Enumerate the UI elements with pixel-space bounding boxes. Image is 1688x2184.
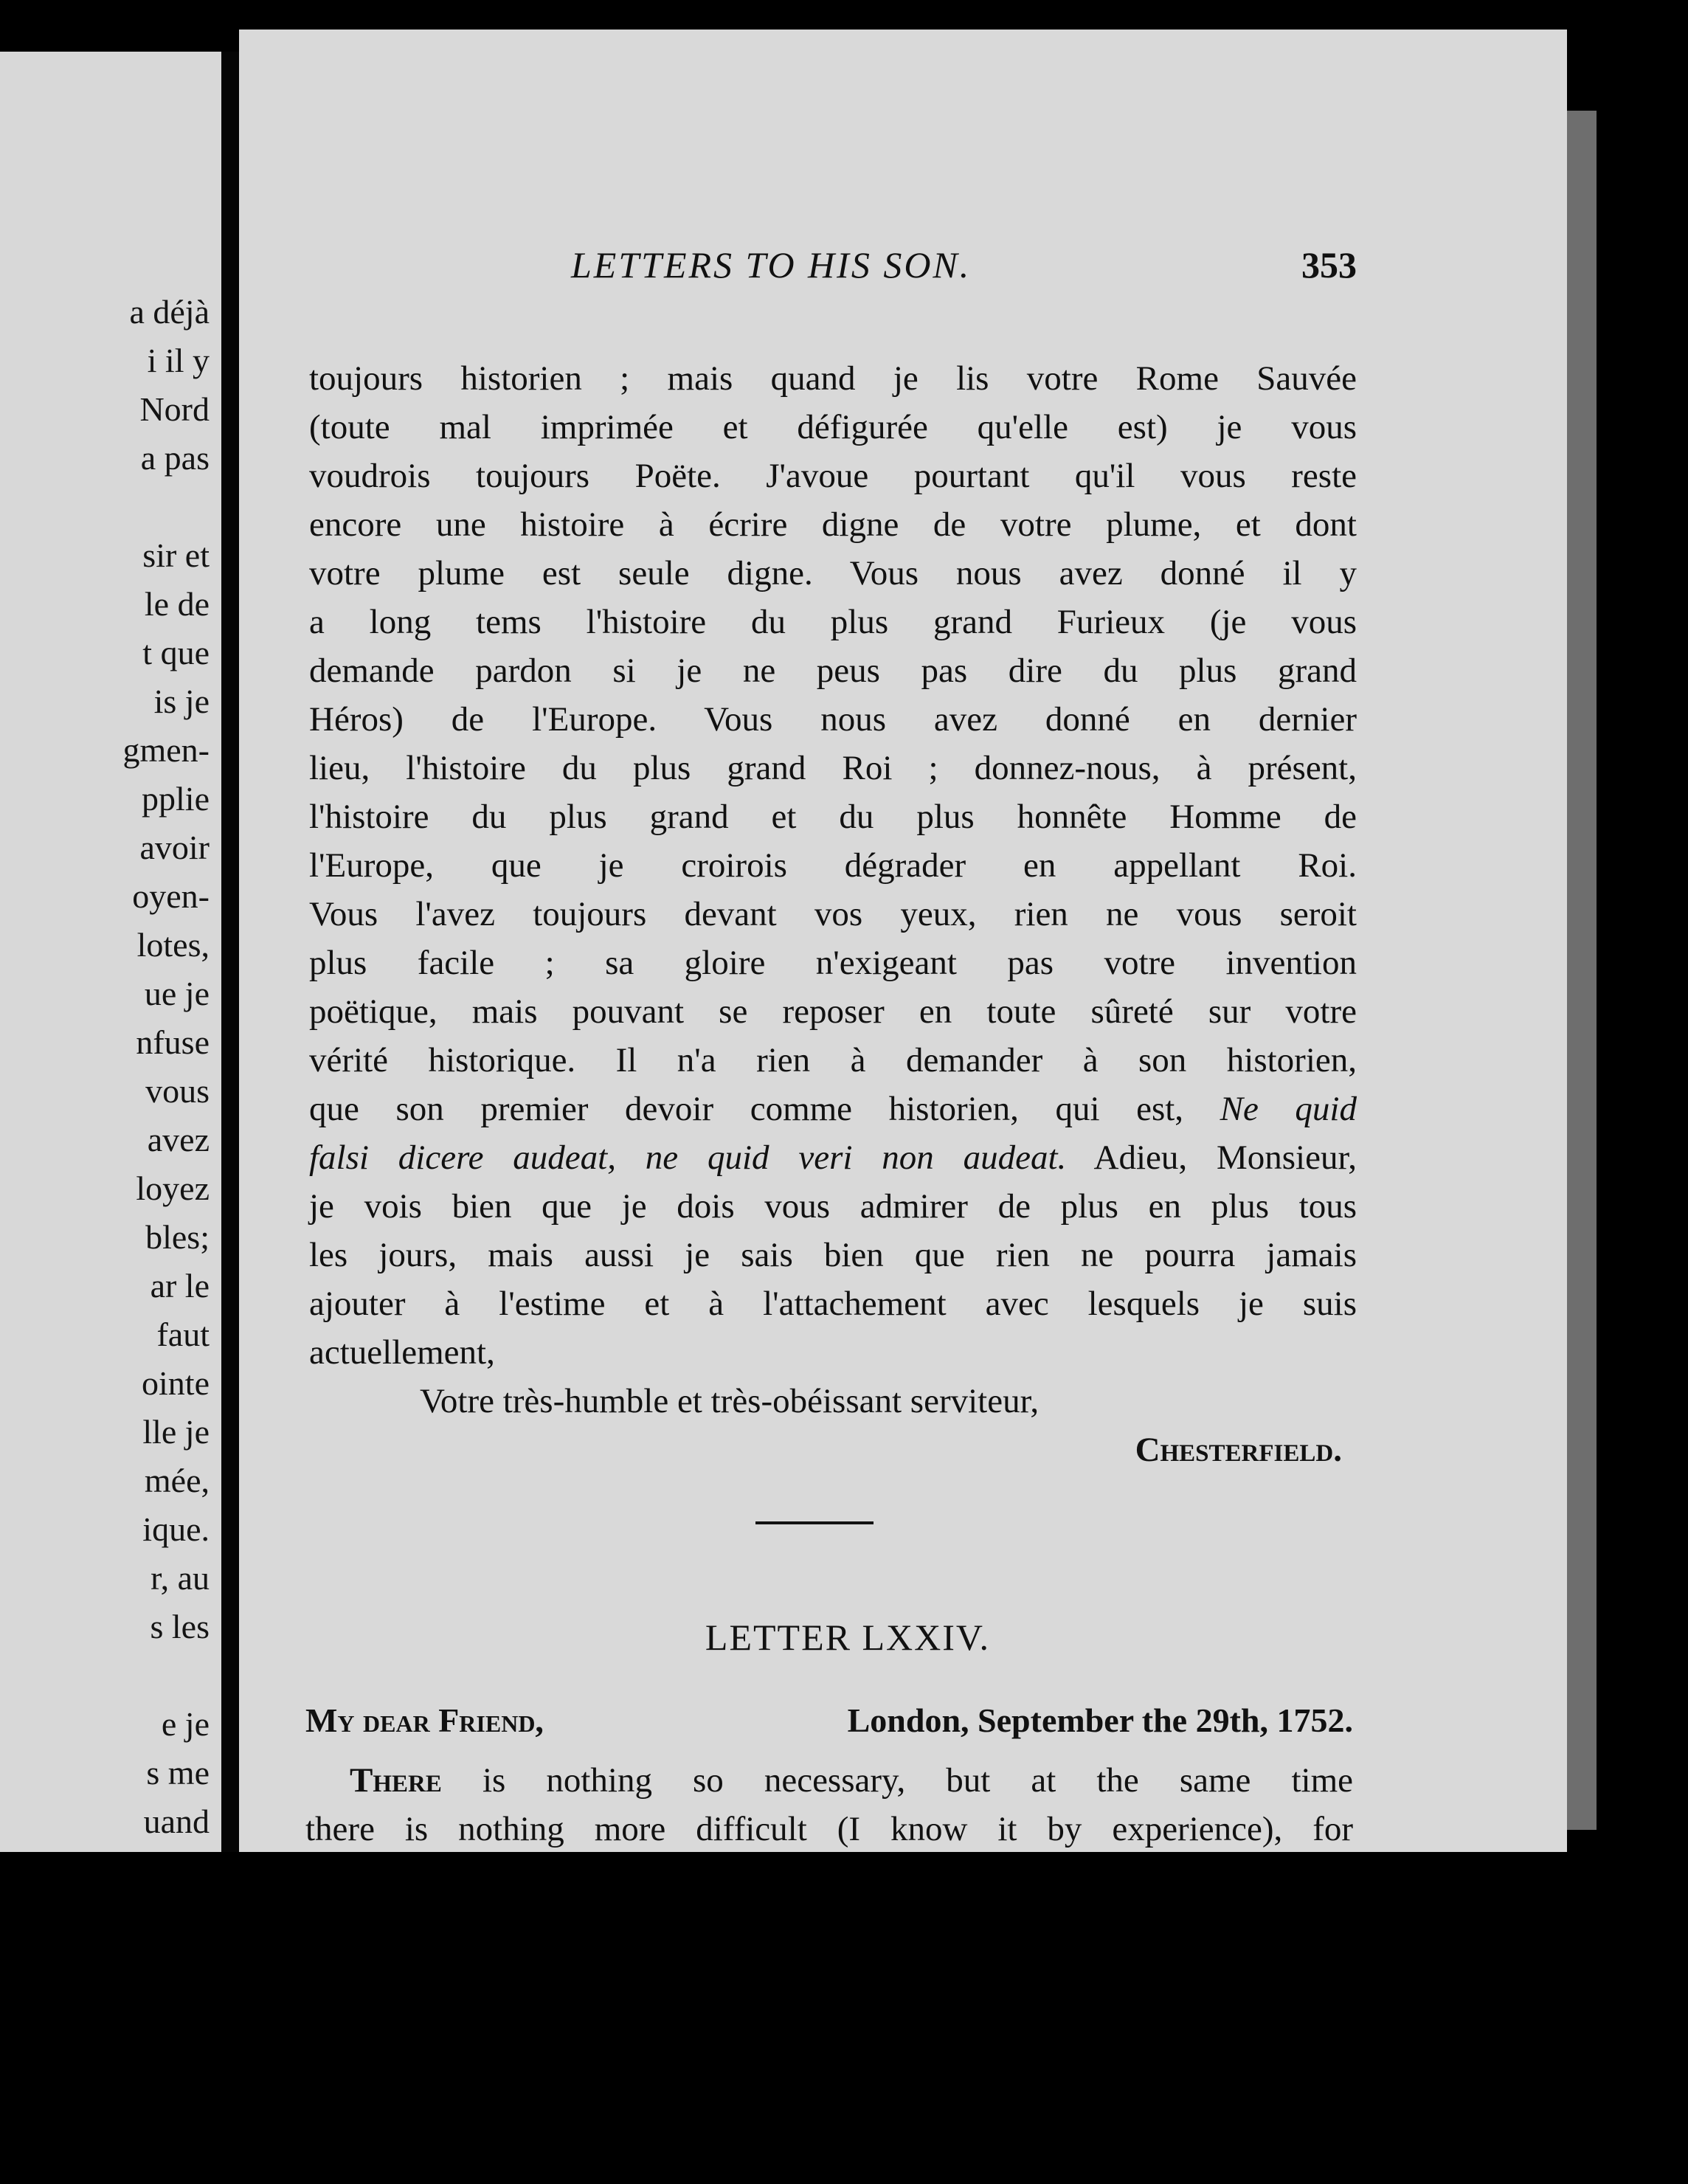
previous-page-line: a pas: [140, 439, 210, 477]
previous-page-line: s les: [150, 1608, 210, 1645]
letter-heading: LETTER LXXIV.: [705, 1617, 991, 1658]
previous-page-text: [122, 288, 210, 1895]
running-head: LETTERS TO HIS SON.: [571, 244, 972, 286]
previous-page-line: [122, 1651, 210, 1700]
previous-page-line: e je: [161, 1705, 210, 1743]
previous-page-line: mée,: [144, 1462, 210, 1499]
body-line: falsi dicere audeat, ne quid veri non audeat. Adieu, Monsieur,: [309, 1138, 1357, 1177]
letter-body-text: [309, 354, 1357, 1474]
book-gutter: [221, 52, 239, 1852]
page-edge: [1567, 111, 1597, 1830]
previous-page-line: is je: [153, 682, 210, 720]
signature: Chesterfield.: [1135, 1431, 1342, 1469]
salutation: My dear Friend,: [305, 1701, 544, 1739]
previous-page-line: [122, 483, 210, 531]
previous-page-line: oyen-: [132, 877, 210, 915]
body-line: poëtique, mais pouvant se reposer en toute sûreté sur votre: [309, 992, 1357, 1031]
previous-page-line: le de: [144, 585, 210, 623]
previous-page-line: a déjà: [129, 293, 210, 331]
body-line: l'histoire du plus grand et du plus honnête Homme de: [309, 798, 1357, 836]
previous-page-line: ar le: [150, 1267, 210, 1304]
previous-page-line: avoir: [139, 829, 210, 866]
letter-line: [305, 1756, 1353, 1805]
previous-page-line: lle je: [142, 1413, 210, 1451]
page-number: 353: [1301, 244, 1357, 286]
closing-line: Votre très-humble et très-obéissant serviteur,: [420, 1382, 1040, 1420]
page-header: [239, 243, 1567, 303]
body-line: Héros) de l'Europe. Vous nous avez donné en dernier: [309, 700, 1357, 739]
body-line: plus facile ; sa gloire n'exigeant pas votre invention: [309, 944, 1357, 982]
body-line: vérité historique. Il n'a rien à demander à son historien,: [309, 1041, 1357, 1079]
body-line: a long tems l'histoire du plus grand Furieux (je vous: [309, 603, 1357, 641]
previous-page-line: Nord: [139, 390, 210, 428]
body-line: (toute mal imprimée et défigurée qu'elle est) je vous: [309, 408, 1357, 446]
previous-page-line: t que: [142, 634, 210, 671]
body-line: Vous l'avez toujours devant vos yeux, rien ne vous seroit: [309, 895, 1357, 933]
body-line: demande pardon si je ne peus pas dire du plus grand: [309, 652, 1357, 690]
previous-page-line: ue je: [144, 975, 210, 1012]
previous-page-line: lotes,: [136, 926, 210, 964]
previous-page-line: gmen-: [122, 731, 210, 769]
body-line: ajouter à l'estime et à l'attachement avec lesquels je suis: [309, 1285, 1357, 1323]
previous-page-line: vous: [145, 1072, 210, 1110]
body-line: l'Europe, que je croirois dégrader en appellant Roi.: [309, 846, 1357, 885]
body-line: lieu, l'histoire du plus grand Roi ; donnez-nous, à présent,: [309, 749, 1357, 787]
previous-page-line: avez: [147, 1121, 210, 1158]
opening-word: There: [350, 1761, 442, 1800]
previous-page-line: ique.: [142, 1510, 210, 1548]
previous-page-line: i il y: [147, 342, 210, 379]
body-line: voudrois toujours Poëte. J'avoue pourtant qu'il vous reste: [309, 457, 1357, 495]
section-divider: [755, 1521, 874, 1524]
previous-page-line: r, au: [151, 1559, 210, 1597]
body-line: que son premier devoir comme historien, qui est, Ne quid: [309, 1090, 1357, 1128]
body-line: je vois bien que je dois vous admirer de plus en plus tous: [309, 1187, 1357, 1226]
body-line: votre plume est seule digne. Vous nous avez donné il y: [309, 554, 1357, 592]
previous-page-line: nfuse: [136, 1023, 210, 1061]
previous-page-line: pplie: [142, 780, 210, 818]
previous-page-line: s me: [146, 1754, 210, 1791]
salutation-row: [305, 1701, 1353, 1749]
previous-page-fragment: [0, 52, 221, 1852]
letter-line: there is nothing more difficult (I know it by experience), for: [305, 1810, 1353, 1848]
book-page: [239, 30, 1567, 1904]
letter-line-text: is nothing so necessary, but at the same time: [482, 1761, 1353, 1800]
previous-page-line: faut: [156, 1316, 210, 1353]
body-last-line: actuellement,: [309, 1333, 495, 1372]
body-line: encore une histoire à écrire digne de votre plume, et dont: [309, 505, 1357, 544]
scan-border: [0, 1852, 1688, 2184]
body-line: toujours historien ; mais quand je lis votre Rome Sauvée: [309, 359, 1357, 398]
previous-page-line: loyez: [136, 1169, 210, 1207]
previous-page-line: uand: [143, 1803, 210, 1840]
previous-page-line: bles;: [145, 1218, 210, 1256]
body-line: les jours, mais aussi je sais bien que rien ne pourra jamais: [309, 1236, 1357, 1274]
previous-page-line: ointe: [142, 1364, 210, 1402]
dateline: London, September the 29th, 1752.: [847, 1701, 1353, 1739]
previous-page-line: sir et: [142, 536, 210, 574]
